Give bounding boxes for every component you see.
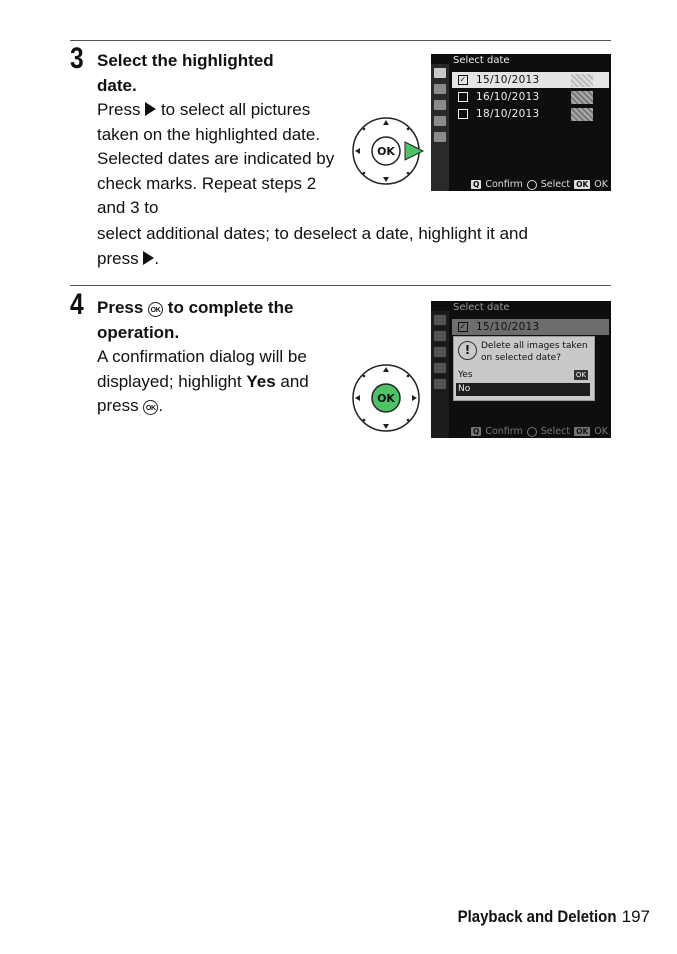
ok-button-icon: OK (143, 400, 158, 415)
no-option[interactable] (456, 383, 590, 396)
zoom-button-icon: Q (472, 180, 480, 189)
step-3-body: to select all pictures taken on the highlighted date. Selected dates are indicated by check marks. Repeat steps 2 and 3 to (97, 100, 335, 217)
step-4-title-post: to complete the operation. (97, 298, 294, 342)
checkbox-checked-icon: ✓ (459, 75, 467, 84)
screen-footer (471, 426, 608, 437)
step-3-number: 3 (70, 42, 84, 75)
step-3-end-press: press (97, 248, 139, 268)
step-3-title: Select the highlighted date. (97, 51, 274, 95)
delete-confirm-screen (431, 301, 611, 438)
right-arrow-icon (145, 102, 156, 116)
page-footer (436, 905, 650, 929)
zoom-button-icon: Q (472, 427, 480, 436)
date-row[interactable] (452, 89, 609, 105)
select-label: Select (540, 426, 571, 437)
date-row[interactable] (452, 72, 609, 88)
ok-label: OK (594, 179, 608, 190)
checkbox-icon (458, 92, 468, 102)
date-label: 16/10/2013 (476, 91, 540, 103)
step-4-body-mid: and press (97, 371, 309, 415)
date-label: 15/10/2013 (476, 321, 540, 333)
step-4-yes: Yes (246, 371, 276, 391)
step-4-body-end: . (158, 396, 164, 415)
svg-text:OK: OK (377, 392, 395, 405)
recent-menu-icon (434, 132, 446, 142)
setup-menu-icon (434, 347, 446, 357)
section-name: Playback and Deletion (458, 907, 617, 926)
no-label: No (458, 384, 471, 394)
multi-selector-icon (351, 116, 431, 186)
right-arrow-icon (143, 251, 154, 265)
screen-title: Select date (453, 302, 510, 313)
step-3-divider (70, 40, 611, 41)
multi-selector-small-icon (527, 427, 537, 437)
playback-menu-icon (434, 68, 446, 78)
date-label: 18/10/2013 (476, 108, 540, 120)
step-4-title (97, 296, 337, 345)
step-4-text (97, 296, 337, 419)
select-date-screen (431, 54, 611, 191)
retouch-menu-icon (434, 363, 446, 373)
screen-footer (471, 179, 608, 190)
thumbnail-icon (571, 108, 593, 121)
confirm-label: Confirm (485, 426, 523, 437)
playback-menu-icon (434, 315, 446, 325)
thumbnail-icon (571, 74, 593, 87)
date-label: 15/10/2013 (476, 74, 540, 86)
multi-selector-icon (351, 363, 421, 433)
ok-button-icon: OK (576, 180, 589, 189)
svg-text:OK: OK (377, 145, 395, 158)
recent-menu-icon (434, 379, 446, 389)
camera-menu-icon (434, 84, 446, 94)
ok-button-icon: OK (575, 371, 586, 379)
yes-label: Yes (458, 370, 473, 380)
warning-icon: ! (458, 341, 477, 360)
page-number: 197 (621, 907, 650, 926)
thumbnail-icon (571, 91, 593, 104)
yes-option[interactable] (456, 369, 590, 382)
step-3-text (97, 49, 347, 221)
checkbox-checked-icon: ✓ (459, 322, 467, 331)
setup-menu-icon (434, 100, 446, 110)
confirmation-dialog (453, 336, 595, 401)
multi-selector-small-icon (527, 180, 537, 190)
select-label: Select (540, 179, 571, 190)
step-4-divider (70, 285, 611, 286)
camera-menu-icon (434, 331, 446, 341)
menu-sidebar (431, 64, 449, 191)
step-3-continued (97, 222, 607, 271)
multi-selector-dial (351, 363, 421, 433)
date-row (452, 319, 609, 335)
date-row[interactable] (452, 106, 609, 122)
dialog-message: Delete all images taken on selected date? (481, 341, 588, 363)
screen-title: Select date (453, 55, 510, 66)
multi-selector-dial (351, 116, 431, 186)
ok-button-icon: OK (148, 302, 163, 317)
step-3-wide-line: select additional dates; to deselect a date, highlight it and (97, 224, 528, 243)
step-4-body: A confirmation dialog will be displayed; highlight (97, 347, 307, 391)
step-3-press-word: Press (97, 100, 141, 119)
checkbox-icon (458, 109, 468, 119)
menu-sidebar (431, 311, 449, 438)
step-3-end-dot: . (154, 248, 160, 268)
retouch-menu-icon (434, 116, 446, 126)
ok-button-icon: OK (576, 427, 589, 436)
step-4-number: 4 (70, 288, 84, 321)
confirm-label: Confirm (485, 179, 523, 190)
step-4-title-pre: Press (97, 298, 144, 317)
ok-label: OK (594, 426, 608, 437)
